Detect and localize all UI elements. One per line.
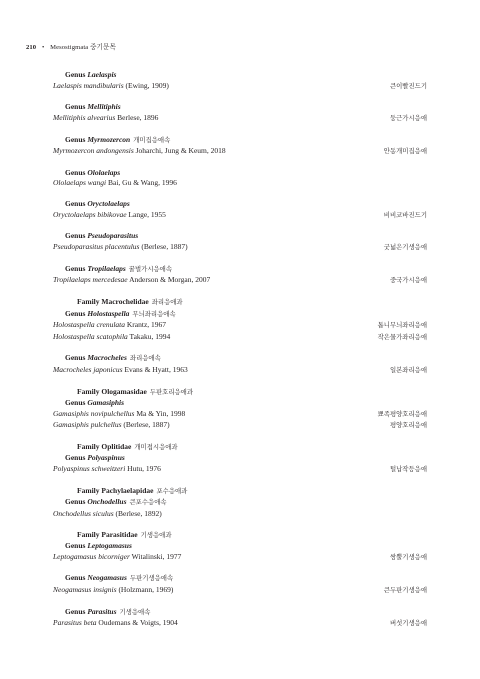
taxon-block [53,297,427,343]
species-row [53,113,427,125]
genus-label: Genus [65,398,88,408]
species-name: Laelaspis mandibularis [53,80,124,90]
species-korean-name: 굿넓은기생응애 [383,243,427,251]
species-author: Witalinski, 1977 [131,551,182,561]
species-entry [53,420,170,431]
genus-name: Pseudoparasitus [87,231,139,241]
genus-heading [53,264,427,276]
genus-heading [53,497,427,509]
species-korean-name: 털납작등응애 [389,465,427,473]
genus-name: Gamasiphis [87,398,124,408]
species-name: Gamasiphis novipulchellus [53,408,135,418]
genus-label: Genus [65,231,88,241]
species-entry [53,585,173,596]
genus-heading [53,168,427,179]
species-korean-name: 작은물가좌리응애 [377,333,427,341]
species-row [53,618,427,630]
species-author: (Holzmann, 1969) [118,584,174,594]
species-row [53,509,427,520]
taxon-list [53,70,427,640]
genus-heading [53,70,427,81]
species-name: Myrmozercon andongensis [53,146,134,156]
species-entry [53,210,166,221]
genus-heading [53,135,427,147]
genus-name: Mellitiphis [87,102,121,112]
species-row [53,365,427,377]
taxon-block [53,486,427,520]
species-name: Gamasiphis pulchellus [53,420,122,430]
genus-name: Holostaspella [87,308,130,318]
taxon-block [53,387,427,432]
species-name: Pseudoparasitus placentulus [53,241,140,251]
genus-name: Polyaspinus [87,453,125,463]
species-korean-name: 큰이빨진드기 [389,82,427,90]
genus-label: Genus [65,167,88,177]
species-entry [53,365,188,376]
species-entry [53,275,210,286]
species-author: Krantz, 1967 [126,320,167,330]
species-author: Takaku, 1994 [129,331,171,341]
species-name: Macrocheles japonicus [53,364,123,374]
species-author: (Berlese, 1887) [141,241,188,251]
genus-heading [53,199,427,210]
species-author: Lange, 1955 [128,209,166,219]
genus-name: Myrmozercon [87,134,131,144]
species-row [53,409,427,421]
genus-name: Oryctolaelaps [87,199,130,209]
genus-heading [53,398,427,409]
species-row [53,585,427,597]
species-korean-name: 둥근가시응애 [389,114,427,122]
family-korean-name: 포수응애과 [156,487,188,495]
species-row [53,146,427,158]
species-korean-name: 중국가시응애 [389,277,427,285]
genus-label: Genus [65,199,88,209]
genus-korean-name: 개미집응애속 [133,136,171,144]
species-row [53,552,427,564]
species-row [53,81,427,93]
species-entry [53,178,177,189]
species-name: Mellitiphis alvearius [53,112,116,122]
family-heading [53,442,427,454]
species-row [53,420,427,432]
species-row [53,275,427,287]
species-name: Leptogamasus bicorniger [53,551,130,561]
family-name: Family Ologamasidae [77,386,147,396]
species-entry [53,552,181,563]
genus-heading [53,453,427,464]
header-title: Mesostigmata 중기문목 [50,44,116,51]
taxon-block [53,607,427,630]
species-entry [53,332,170,343]
species-author: Ma & Yin, 1998 [136,408,186,418]
genus-heading [53,309,427,321]
family-name: Family Oplitidae [77,441,132,451]
species-name: Polyaspinus schweitzeri [53,463,126,473]
species-name: Holostaspella scatophila [53,331,128,341]
header-bullet: • [41,44,45,51]
species-name: Tropilaelaps mercedesae [53,275,128,285]
family-korean-name: 기생응애과 [140,531,172,539]
genus-name: Ololaelaps [87,167,121,177]
taxon-block [53,102,427,124]
taxon-block [53,442,427,476]
genus-label: Genus [65,606,88,616]
genus-label: Genus [65,102,88,112]
species-name: Neogamasus insignis [53,584,117,594]
species-korean-name: 톱니무늬좌리응애 [377,322,427,330]
genus-label: Genus [65,453,88,463]
taxon-block [53,573,427,596]
family-heading [53,530,427,542]
species-entry [53,409,185,420]
genus-label: Genus [65,573,88,583]
taxon-block [53,530,427,564]
genus-heading [53,102,427,113]
taxon-block [53,199,427,221]
genus-label: Genus [65,541,88,551]
genus-heading [53,353,427,365]
genus-heading [53,231,427,242]
species-korean-name: 버섯기생응애 [389,620,427,628]
genus-heading [53,607,427,619]
species-name: Parasitus beta [53,618,97,628]
species-entry [53,464,161,475]
species-korean-name: 큰두판기생응애 [383,586,427,594]
genus-name: Parasitus [87,606,117,616]
species-row [53,332,427,344]
running-header [26,41,116,51]
species-korean-name: 평양호리응애 [389,422,427,430]
species-row [53,464,427,476]
family-heading [53,297,427,309]
species-entry [53,618,178,629]
genus-name: Tropilaelaps [87,263,126,273]
family-heading [53,486,427,498]
page-number: 210 [26,44,37,51]
taxon-block [53,168,427,189]
species-name: Onchodellus siculus [53,508,114,518]
species-korean-name: 쌍뿔기생응애 [389,553,427,561]
species-entry [53,113,158,124]
family-korean-name: 좌리응애과 [151,299,183,307]
family-korean-name: 개미접시응애과 [134,443,178,451]
genus-label: Genus [65,134,88,144]
species-author: Evans & Hyatt, 1963 [124,364,188,374]
species-entry [53,509,162,520]
species-name: Holostaspella crenulata [53,320,126,330]
taxon-block [53,353,427,376]
genus-label: Genus [65,263,88,273]
family-korean-name: 두판호리응애과 [149,388,194,396]
species-korean-name: 뾰족평양호리응애 [377,410,427,418]
genus-name: Onchodellus [87,497,127,507]
species-korean-name: 비비코바진드기 [383,211,427,219]
genus-korean-name: 무늬좌리응애속 [132,310,176,318]
species-author: Hutu, 1976 [127,463,161,473]
species-korean-name: 안동개미집응애 [383,148,427,156]
taxon-block [53,70,427,92]
genus-label: Genus [65,308,88,318]
species-entry [53,320,166,331]
genus-name: Leptogamasus [87,541,132,551]
genus-korean-name: 두판기생응애속 [129,575,174,583]
genus-label: Genus [65,497,88,507]
species-author: Joharchi, Jung & Keum, 2018 [135,146,226,156]
taxon-block [53,231,427,253]
taxon-block [53,135,427,158]
species-author: Bai, Gu & Wang, 1996 [108,178,177,188]
species-name: Oryctolaelaps bibikovae [53,209,127,219]
species-row [53,320,427,332]
species-entry [53,242,188,253]
genus-korean-name: 꿀벌가시응애속 [128,265,173,273]
genus-korean-name: 좌리응애속 [129,355,161,363]
species-author: Berlese, 1896 [117,112,159,122]
genus-name: Neogamasus [87,573,127,583]
species-author: (Ewing, 1909) [125,80,169,90]
species-author: (Berlese, 1892) [115,508,162,518]
genus-name: Laelaspis [87,70,117,79]
species-row [53,210,427,222]
genus-korean-name: 기생응애속 [119,608,151,616]
species-korean-name: 일본좌리응애 [389,366,427,374]
family-name: Family Macrochelidae [77,297,149,307]
genus-heading [53,541,427,552]
genus-korean-name: 큰포수응애속 [129,499,167,507]
species-author: (Berlese, 1887) [123,420,170,430]
species-name: Ololaelaps wangi [53,178,107,188]
species-row [53,178,427,189]
species-entry [53,146,226,157]
taxon-block [53,264,427,287]
species-entry [53,81,169,92]
species-row [53,242,427,254]
species-author: Oudemans & Voigts, 1904 [98,618,178,628]
genus-label: Genus [65,70,88,79]
genus-heading [53,573,427,585]
family-name: Family Pachylaelapidae [77,485,154,495]
family-heading [53,387,427,399]
genus-name: Macrocheles [87,353,127,363]
family-name: Family Parasitidae [77,529,138,539]
genus-label: Genus [65,353,88,363]
species-author: Anderson & Morgan, 2007 [129,275,211,285]
